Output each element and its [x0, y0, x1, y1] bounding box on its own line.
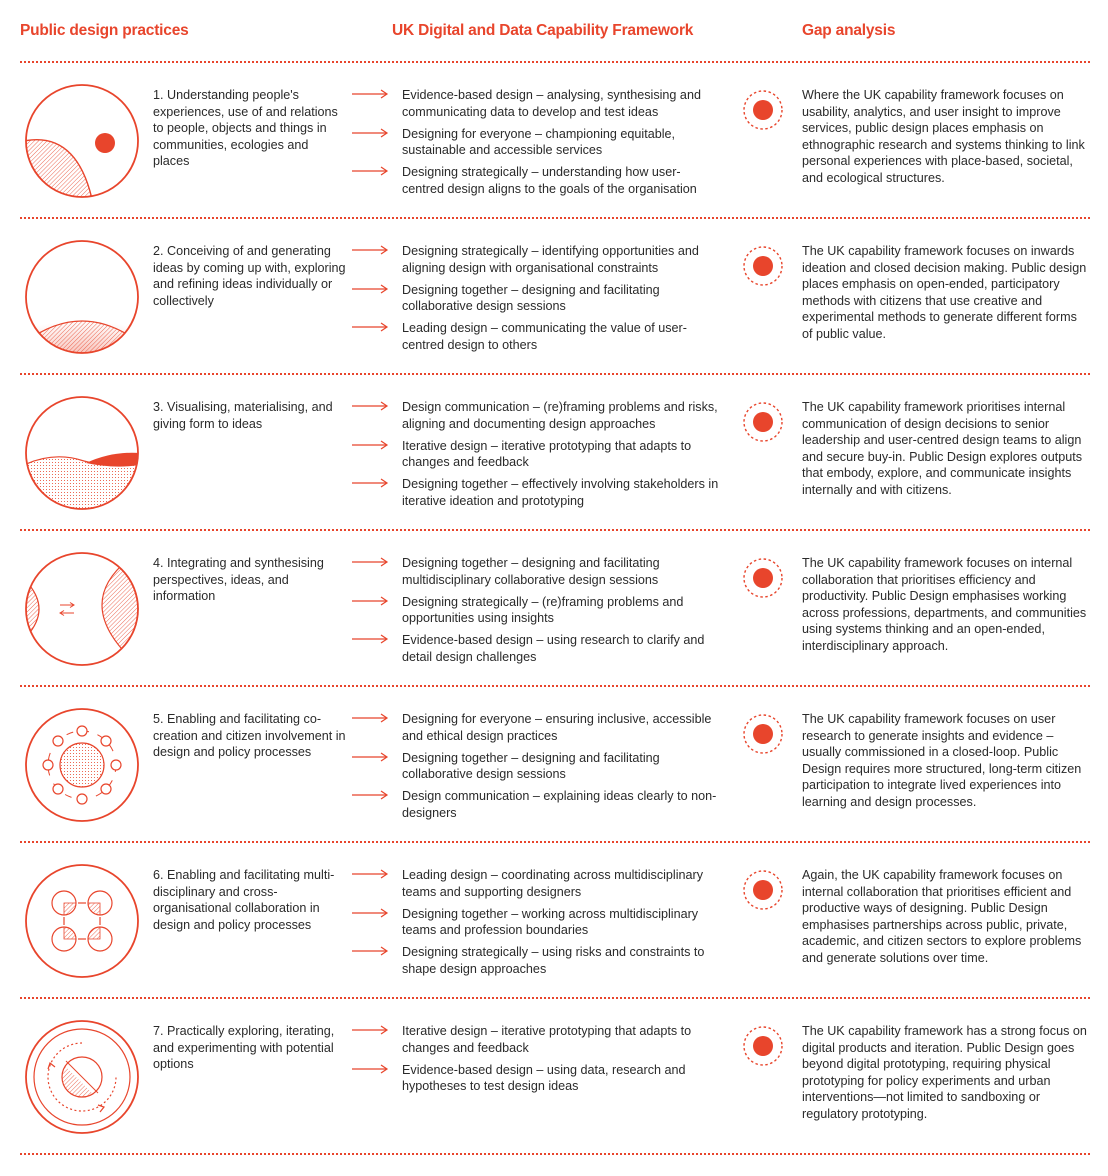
arrow-right-icon: [352, 477, 392, 489]
gap-text: The UK capability framework focuses on inwards ideation and closed decision making. Public design places emphasis on open-ended, participatory methods with citizens that use creative and experimental methods to generate different forms of public value.: [802, 244, 1087, 341]
arrow-right-icon: [352, 1063, 392, 1075]
framework-item: Designing for everyone – championing equitable, sustainable and accessible services: [352, 126, 722, 159]
personal-experience-icon: [24, 83, 140, 199]
framework-item: Design communication – (re)framing problems and risks, aligning and documenting design approaches: [352, 399, 722, 432]
framework-list: [352, 711, 722, 827]
gap-text: The UK capability framework focuses on user research to generate insights and evidence – usually commissioned in a closed-loop. Public Design requires more structured, long-term citizen participation to integrate lived experiences into learning and design processes.: [802, 712, 1082, 809]
arrow-right-icon: [352, 907, 392, 919]
practice-row-2: [0, 219, 1108, 375]
gap-text: The UK capability framework focuses on internal collaboration that prioritises efficiency and productivity. Public Design emphasises working across professions, departments, and communities using systems thinking and an open-ended, interdisciplinary approach.: [802, 556, 1087, 653]
practice-text: 6. Enabling and facilitating multi-disciplinary and cross-organisational collaboration in design and policy processes: [153, 868, 335, 932]
collaboration-icon: [24, 863, 140, 979]
practice-row-6: [0, 843, 1108, 999]
synthesising-icon: [24, 551, 140, 667]
practice-text: 2. Conceiving of and generating ideas by coming up with, exploring and refining ideas individually or collectively: [153, 244, 346, 308]
framework-list: [352, 399, 722, 515]
arrow-right-icon: [352, 751, 392, 763]
framework-list: [352, 1023, 722, 1100]
gap-text: The UK capability framework prioritises internal communication of design decisions to senior leadership and user-centred design teams to align and secure buy-in. Public Design explores outputs that embody, explore, and communicate insights internally and with citizens.: [802, 400, 1083, 497]
framework-item: Evidence-based design – using research to clarify and detail design challenges: [352, 632, 722, 665]
framework-item: Designing together – effectively involving stakeholders in iterative ideation and prototyping: [352, 476, 722, 509]
practice-row-7: [0, 999, 1108, 1155]
gap-target-icon: [742, 401, 784, 443]
framework-list: [352, 555, 722, 671]
arrow-right-icon: [352, 88, 392, 100]
arrow-right-icon: [352, 165, 392, 177]
arrow-right-icon: [352, 400, 392, 412]
arrow-right-icon: [352, 595, 392, 607]
framework-item: Designing together – working across multidisciplinary teams and profession boundaries: [352, 906, 722, 939]
framework-item: Leading design – communicating the value of user-centred design to others: [352, 320, 722, 353]
iteration-cycle-icon: [24, 1019, 140, 1135]
gap-target-icon: [742, 713, 784, 755]
divider: [20, 1153, 1090, 1155]
framework-item: Iterative design – iterative prototyping that adapts to changes and feedback: [352, 438, 722, 471]
gap-text: The UK capability framework has a strong focus on digital products and iteration. Public Design goes beyond digital prototyping, requiring physical prototyping for policy experiments and urban interventions—not limited to sandboxing or regulatory prototyping.: [802, 1024, 1087, 1121]
practice-row-4: [0, 531, 1108, 687]
arrow-right-icon: [352, 439, 392, 451]
framework-item: Designing strategically – using risks and constraints to shape design approaches: [352, 944, 722, 977]
framework-item: Designing for everyone – ensuring inclusive, accessible and ethical design practices: [352, 711, 722, 744]
arrow-right-icon: [352, 556, 392, 568]
framework-item: Evidence-based design – analysing, synthesising and communicating data to develop and test ideas: [352, 87, 722, 120]
arrow-right-icon: [352, 945, 392, 957]
arrow-right-icon: [352, 868, 392, 880]
arrow-right-icon: [352, 283, 392, 295]
practice-text: 7. Practically exploring, iterating, and experimenting with potential options: [153, 1024, 335, 1072]
gap-target-icon: [742, 557, 784, 599]
framework-item: Evidence-based design – using data, research and hypotheses to test design ideas: [352, 1062, 722, 1095]
practice-text: 4. Integrating and synthesising perspectives, ideas, and information: [153, 556, 324, 604]
header-capability-framework: UK Digital and Data Capability Framework: [392, 22, 694, 39]
arrow-right-icon: [352, 633, 392, 645]
gap-text: Again, the UK capability framework focuses on internal collaboration that prioritises efficient and productive ways of designing. Public Design emphasises partnerships across public, private, academic, and citizen sectors to explore problems and generate solutions over time.: [802, 868, 1082, 965]
framework-item: Designing strategically – identifying opportunities and aligning design with organisational constraints: [352, 243, 722, 276]
practice-row-1: [0, 63, 1108, 219]
visualising-icon: [24, 395, 140, 511]
gap-target-icon: [742, 869, 784, 911]
framework-list: [352, 243, 722, 359]
arrow-right-icon: [352, 789, 392, 801]
practice-text: 3. Visualising, materialising, and giving form to ideas: [153, 400, 333, 431]
gap-text: Where the UK capability framework focuses on usability, analytics, and user insight to improve services, public design places emphasis on ethnographic research and systems thinking to link personal experiences with place-based, societal, and ecological structures.: [802, 88, 1085, 185]
practice-text: 5. Enabling and facilitating co-creation and citizen involvement in design and policy processes: [153, 712, 346, 760]
arrow-right-icon: [352, 127, 392, 139]
arrow-right-icon: [352, 1024, 392, 1036]
framework-list: [352, 867, 722, 983]
idea-generation-icon: [24, 239, 140, 355]
framework-item: Designing together – designing and facilitating collaborative design sessions: [352, 750, 722, 783]
co-creation-icon: [24, 707, 140, 823]
arrow-right-icon: [352, 712, 392, 724]
framework-item: Leading design – coordinating across multidisciplinary teams and supporting designers: [352, 867, 722, 900]
gap-target-icon: [742, 89, 784, 131]
gap-target-icon: [742, 1025, 784, 1067]
framework-item: Design communication – explaining ideas clearly to non-designers: [352, 788, 722, 821]
framework-item: Iterative design – iterative prototyping that adapts to changes and feedback: [352, 1023, 722, 1056]
framework-item: Designing strategically – (re)framing problems and opportunities using insights: [352, 594, 722, 627]
gap-target-icon: [742, 245, 784, 287]
framework-list: [352, 87, 722, 203]
header-gap-analysis: Gap analysis: [802, 22, 896, 39]
framework-item: Designing together – designing and facilitating collaborative design sessions: [352, 282, 722, 315]
framework-item: Designing strategically – understanding how user-centred design aligns to the goals of the organisation: [352, 164, 722, 197]
framework-item: Designing together – designing and facilitating multidisciplinary collaborative design sessions: [352, 555, 722, 588]
practice-row-5: [0, 687, 1108, 843]
practice-text: 1. Understanding people's experiences, use of and relations to people, objects and things in communities, ecologies and places: [153, 88, 338, 169]
practice-row-3: [0, 375, 1108, 531]
header-public-design-practices: Public design practices: [20, 22, 189, 39]
arrow-right-icon: [352, 244, 392, 256]
arrow-right-icon: [352, 321, 392, 333]
